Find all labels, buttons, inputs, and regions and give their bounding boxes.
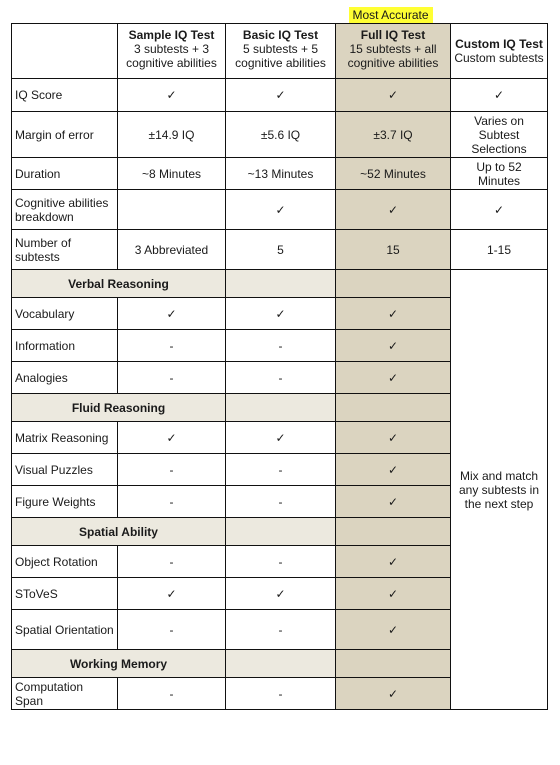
feature-label: Figure Weights xyxy=(12,486,118,518)
summary-row xyxy=(12,79,548,112)
most-accurate-badge: Most Accurate xyxy=(349,7,433,23)
section-header-row xyxy=(12,270,548,298)
summary-cell: Varies on Subtest Selections xyxy=(451,112,548,158)
feature-cell: ✓ xyxy=(336,486,451,518)
custom-mix-note: Mix and match any subtests in the next step xyxy=(451,270,548,710)
header-corner-cell xyxy=(12,24,118,79)
header-cell-2 xyxy=(336,24,451,79)
feature-label: Object Rotation xyxy=(12,546,118,578)
feature-cell: - xyxy=(118,454,226,486)
summary-cell: ±14.9 IQ xyxy=(118,112,226,158)
feature-cell: ✓ xyxy=(336,422,451,454)
summary-cell: ~52 Minutes xyxy=(336,158,451,190)
summary-row xyxy=(12,158,548,190)
feature-cell: ✓ xyxy=(226,422,336,454)
feature-cell: ✓ xyxy=(118,578,226,610)
feature-cell: ✓ xyxy=(118,298,226,330)
section-empty-highlight-cell xyxy=(336,270,451,298)
feature-cell: ✓ xyxy=(336,330,451,362)
feature-cell: - xyxy=(118,486,226,518)
feature-cell: - xyxy=(118,546,226,578)
section-title: Working Memory xyxy=(12,650,226,678)
feature-label: Visual Puzzles xyxy=(12,454,118,486)
feature-cell: - xyxy=(226,454,336,486)
summary-cell: ✓ xyxy=(336,190,451,230)
plan-name: Basic IQ Test xyxy=(242,28,319,42)
feature-cell: - xyxy=(118,610,226,650)
summary-cell: ✓ xyxy=(451,190,548,230)
summary-cell: 15 xyxy=(336,230,451,270)
feature-cell: ✓ xyxy=(336,362,451,394)
feature-cell: - xyxy=(226,546,336,578)
feature-cell: - xyxy=(118,678,226,710)
feature-cell: ✓ xyxy=(226,298,336,330)
feature-cell: - xyxy=(226,330,336,362)
summary-cell xyxy=(118,190,226,230)
feature-label: Computation Span xyxy=(12,678,118,710)
feature-cell: - xyxy=(226,486,336,518)
section-title: Fluid Reasoning xyxy=(12,394,226,422)
summary-cell: ±5.6 IQ xyxy=(226,112,336,158)
comparison-table-body xyxy=(12,24,548,710)
header-cell-0 xyxy=(118,24,226,79)
summary-cell: ✓ xyxy=(226,190,336,230)
summary-row xyxy=(12,190,548,230)
summary-row xyxy=(12,112,548,158)
plan-description: 15 subtests + all cognitive abilities xyxy=(347,42,439,70)
section-empty-cell xyxy=(226,270,336,298)
section-empty-cell xyxy=(226,650,336,678)
feature-label: Spatial Orientation xyxy=(12,610,118,650)
feature-cell: ✓ xyxy=(336,610,451,650)
feature-label: Vocabulary xyxy=(12,298,118,330)
summary-cell: ✓ xyxy=(336,79,451,112)
feature-cell: - xyxy=(226,678,336,710)
section-empty-highlight-cell xyxy=(336,394,451,422)
feature-cell: - xyxy=(226,610,336,650)
feature-cell: ✓ xyxy=(336,454,451,486)
plan-description: 5 subtests + 5 cognitive abilities xyxy=(235,42,326,70)
feature-cell: ✓ xyxy=(336,298,451,330)
section-empty-highlight-cell xyxy=(336,650,451,678)
feature-cell: ✓ xyxy=(336,578,451,610)
section-title: Verbal Reasoning xyxy=(12,270,226,298)
row-label: Duration xyxy=(12,158,118,190)
feature-cell: - xyxy=(118,362,226,394)
plan-description: 3 subtests + 3 cognitive abilities xyxy=(126,42,217,70)
most-accurate-badge-wrap xyxy=(334,7,447,23)
summary-cell: ~8 Minutes xyxy=(118,158,226,190)
section-empty-highlight-cell xyxy=(336,518,451,546)
summary-cell: ~13 Minutes xyxy=(226,158,336,190)
row-label: IQ Score xyxy=(12,79,118,112)
summary-cell: 5 xyxy=(226,230,336,270)
section-empty-cell xyxy=(226,394,336,422)
feature-cell: - xyxy=(226,362,336,394)
section-empty-cell xyxy=(226,518,336,546)
plan-name: Sample IQ Test xyxy=(128,28,215,42)
row-label: Margin of error xyxy=(12,112,118,158)
summary-cell: 1-15 xyxy=(451,230,548,270)
header-row xyxy=(12,24,548,79)
header-cell-1 xyxy=(226,24,336,79)
plan-name: Custom IQ Test xyxy=(455,37,543,51)
iq-test-comparison-table xyxy=(11,23,548,710)
header-cell-3 xyxy=(451,24,548,79)
summary-row xyxy=(12,230,548,270)
feature-label: Analogies xyxy=(12,362,118,394)
plan-name: Full IQ Test xyxy=(360,28,426,42)
summary-cell: ✓ xyxy=(226,79,336,112)
feature-cell: ✓ xyxy=(226,578,336,610)
feature-label: Matrix Reasoning xyxy=(12,422,118,454)
summary-cell: ✓ xyxy=(451,79,548,112)
feature-cell: ✓ xyxy=(336,678,451,710)
feature-cell: ✓ xyxy=(336,546,451,578)
feature-label: Information xyxy=(12,330,118,362)
row-label: Number of subtests xyxy=(12,230,118,270)
plan-description: Custom subtests xyxy=(454,51,544,65)
summary-cell: Up to 52 Minutes xyxy=(451,158,548,190)
section-title: Spatial Ability xyxy=(12,518,226,546)
feature-cell: ✓ xyxy=(118,422,226,454)
summary-cell: ±3.7 IQ xyxy=(336,112,451,158)
summary-cell: 3 Abbreviated xyxy=(118,230,226,270)
summary-cell: ✓ xyxy=(118,79,226,112)
feature-cell: - xyxy=(118,330,226,362)
feature-label: SToVeS xyxy=(12,578,118,610)
row-label: Cognitive abilities breakdown xyxy=(12,190,118,230)
